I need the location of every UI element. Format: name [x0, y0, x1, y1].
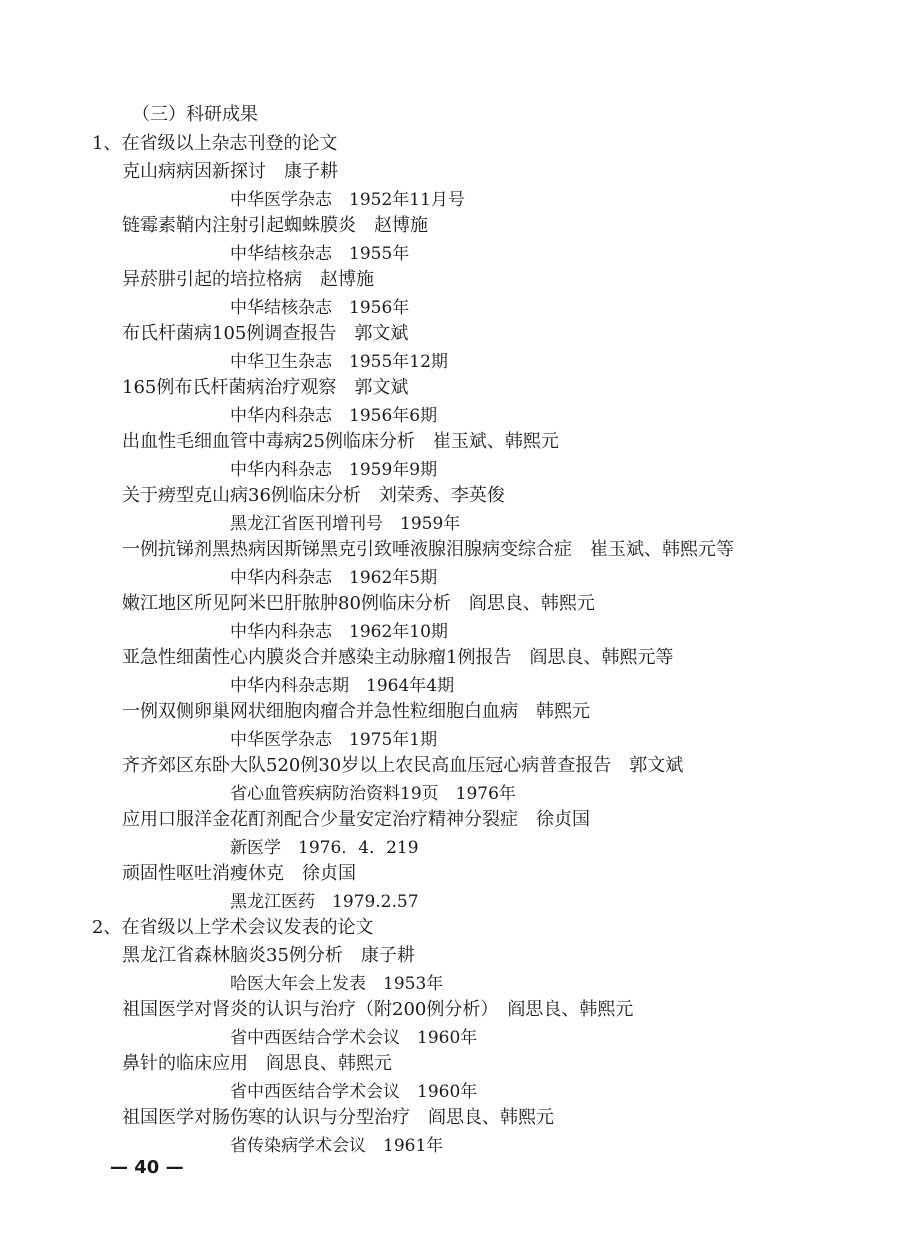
- paper-source: 省中西医结合学术会议 1960年: [230, 1082, 478, 1102]
- paper-title: 祖国医学对肠伤寒的认识与分型治疗 阎思良、韩熙元: [122, 1107, 554, 1128]
- paper-title: 异菸肼引起的培拉格病 赵博施: [122, 269, 374, 290]
- paper-source: 黑龙江省医刊增刊号 1959年: [230, 514, 461, 534]
- paper-source: 中华结核杂志 1955年: [230, 244, 410, 264]
- paper-source: 中华内科杂志 1962年5期: [230, 568, 438, 588]
- paper-title: 出血性毛细血管中毒病25例临床分析 崔玉斌、韩熙元: [122, 431, 559, 452]
- paper-source: 中华内科杂志 1959年9期: [230, 460, 438, 480]
- paper-source: 中华内科杂志 1962年10期: [230, 622, 448, 642]
- paper-title: 鼻针的临床应用 阎思良、韩熙元: [122, 1053, 392, 1074]
- section-title: （三）科研成果: [132, 104, 258, 125]
- paper-source: 中华内科杂志期 1964年4期: [230, 676, 455, 696]
- paper-title: 克山病病因新探讨 康子耕: [122, 161, 338, 182]
- paper-title: 齐齐郊区东卧大队520例30岁以上农民高血压冠心病普查报告 郭文斌: [122, 755, 684, 776]
- paper-title: 165例布氏杆菌病治疗观察 郭文斌: [122, 377, 409, 398]
- paper-source: 新医学 1976．4．219: [230, 838, 419, 858]
- paper-source: 黑龙江医药 1979.2.57: [230, 892, 419, 912]
- paper-source: 哈医大年会上发表 1953年: [230, 974, 444, 994]
- paper-title: 关于痨型克山病36例临床分析 刘荣秀、李英俊: [122, 485, 505, 506]
- paper-source: 省中西医结合学术会议 1960年: [230, 1028, 478, 1048]
- paper-title: 嫩江地区所见阿米巴肝脓肿80例临床分析 阎思良、韩熙元: [122, 593, 595, 614]
- paper-title: 顽固性呕吐消瘦休克 徐贞国: [122, 863, 356, 884]
- paper-source: 省传染病学术会议 1961年: [230, 1136, 444, 1156]
- page-number: — 40 —: [110, 1157, 184, 1178]
- paper-source: 中华医学杂志 1975年1期: [230, 730, 438, 750]
- paper-title: 黑龙江省森林脑炎35例分析 康子耕: [122, 945, 415, 966]
- paper-title: 一例抗锑剂黑热病因斯锑黑克引致唾液腺泪腺病变综合症 崔玉斌、韩熙元等: [122, 539, 734, 560]
- group1-heading: 1、在省级以上杂志刊登的论文: [92, 133, 338, 154]
- paper-source: 中华医学杂志 1952年11月号: [230, 190, 465, 210]
- paper-title: 一例双侧卵巢网状细胞肉瘤合并急性粒细胞白血病 韩熙元: [122, 701, 590, 722]
- paper-title: 布氏杆菌病105例调查报告 郭文斌: [122, 323, 409, 344]
- paper-title: 链霉素鞘内注射引起蜘蛛膜炎 赵博施: [122, 215, 428, 236]
- paper-source: 中华结核杂志 1956年: [230, 298, 410, 318]
- group2-heading: 2、在省级以上学术会议发表的论文: [92, 917, 374, 938]
- paper-title: 祖国医学对肾炎的认识与治疗（附200例分析） 阎思良、韩熙元: [122, 999, 634, 1020]
- paper-title: 亚急性细菌性心内膜炎合并感染主动脉瘤1例报告 阎思良、韩熙元等: [122, 647, 674, 668]
- paper-source: 中华内科杂志 1956年6期: [230, 406, 438, 426]
- paper-source: 中华卫生杂志 1955年12期: [230, 352, 448, 372]
- paper-source: 省心血管疾病防治资料19页 1976年: [230, 784, 516, 804]
- paper-title: 应用口服洋金花酊剂配合少量安定治疗精神分裂症 徐贞国: [122, 809, 590, 830]
